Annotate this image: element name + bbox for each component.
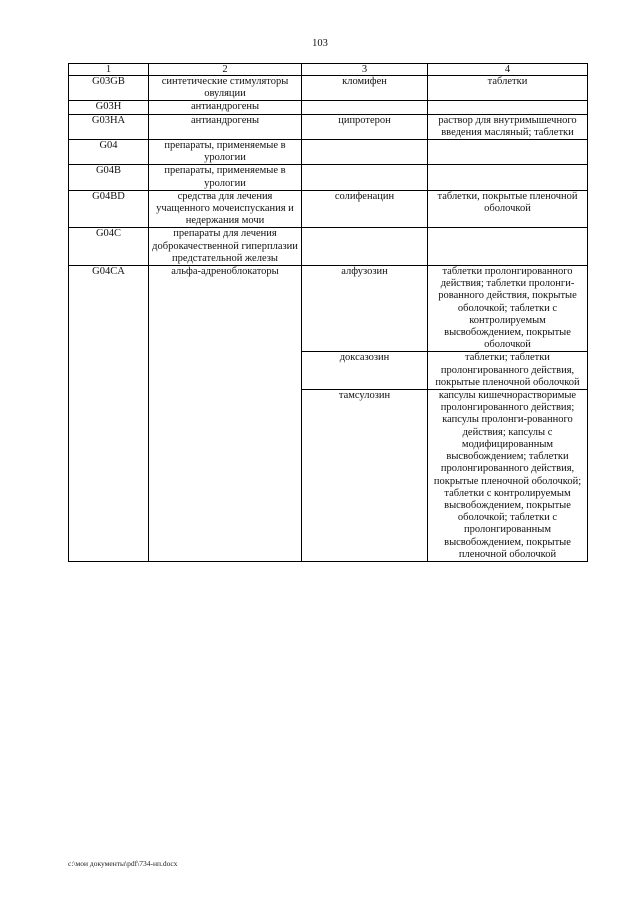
group-name-cell: синтетические стимуляторы овуляции [149,76,302,101]
dosage-form-cell [428,101,588,114]
drug-name-cell: алфузозин [302,266,428,352]
footer-file-path: c:\мои документы\pdf\734-нп.docx [68,859,178,868]
atc-code-cell: G03GB [69,76,149,101]
atc-code-cell: G04C [69,228,149,266]
table-row [69,114,588,139]
atc-code-cell: G04B [69,165,149,190]
page-number: 103 [312,38,328,49]
drug-name-cell [302,165,428,190]
drug-name-cell: солифенацин [302,190,428,228]
atc-code-cell: G03HA [69,114,149,139]
dosage-form-cell: раствор для внутримышечного введения масляный; таблетки [428,114,588,139]
drug-name-cell: доксазозин [302,352,428,390]
drug-name-cell: ципротерон [302,114,428,139]
table-row [69,76,588,101]
dosage-form-cell: таблетки пролонгированного действия; таблетки пролонги-рованного действия, покрытые оболочкой; таблетки с контролируемым высвобождением, покрытые оболочкой [428,266,588,352]
atc-code-cell: G04BD [69,190,149,228]
table-row [69,266,588,352]
table-row [69,228,588,266]
table-body [69,76,588,562]
col-header-4: 4 [428,64,588,76]
drug-name-cell [302,228,428,266]
table-header [69,64,588,76]
group-name-cell: препараты, применяемые в урологии [149,165,302,190]
group-name-cell: препараты для лечения доброкачественной гиперплазии предстательной железы [149,228,302,266]
drug-table [68,63,588,562]
table-row [69,140,588,165]
group-name-cell: средства для лечения учащенного мочеиспускания и недержания мочи [149,190,302,228]
atc-code-cell: G03H [69,101,149,114]
group-name-cell: антиандрогены [149,114,302,139]
table-row [69,190,588,228]
atc-code-cell: G04 [69,140,149,165]
group-name-cell: препараты, применяемые в урологии [149,140,302,165]
group-name-cell: антиандрогены [149,101,302,114]
dosage-form-cell: таблетки; таблетки пролонгированного действия, покрытые пленочной оболочкой [428,352,588,390]
atc-code-cell: G04CA [69,266,149,562]
drug-name-cell [302,101,428,114]
table-row [69,101,588,114]
header-row [69,64,588,76]
drug-name-cell: кломифен [302,76,428,101]
dosage-form-cell [428,140,588,165]
dosage-form-cell [428,165,588,190]
table-row [69,165,588,190]
dosage-form-cell: таблетки [428,76,588,101]
dosage-form-cell: капсулы кишечнорастворимые пролонгированного действия; капсулы пролонги-рованного действия; капсулы с модифицированным высвобождением; таблетки пролонгированного действия, покрытые пленочной оболочкой; таблетки с контролируемым высвобождением, покрытые оболочкой; таблетки с пролонгированным высвобождением, покрытые пленочной оболочкой [428,390,588,562]
col-header-2: 2 [149,64,302,76]
col-header-1: 1 [69,64,149,76]
drug-name-cell [302,140,428,165]
group-name-cell: альфа-адреноблокаторы [149,266,302,562]
dosage-form-cell: таблетки, покрытые пленочной оболочкой [428,190,588,228]
dosage-form-cell [428,228,588,266]
col-header-3: 3 [302,64,428,76]
drug-name-cell: тамсулозин [302,390,428,562]
